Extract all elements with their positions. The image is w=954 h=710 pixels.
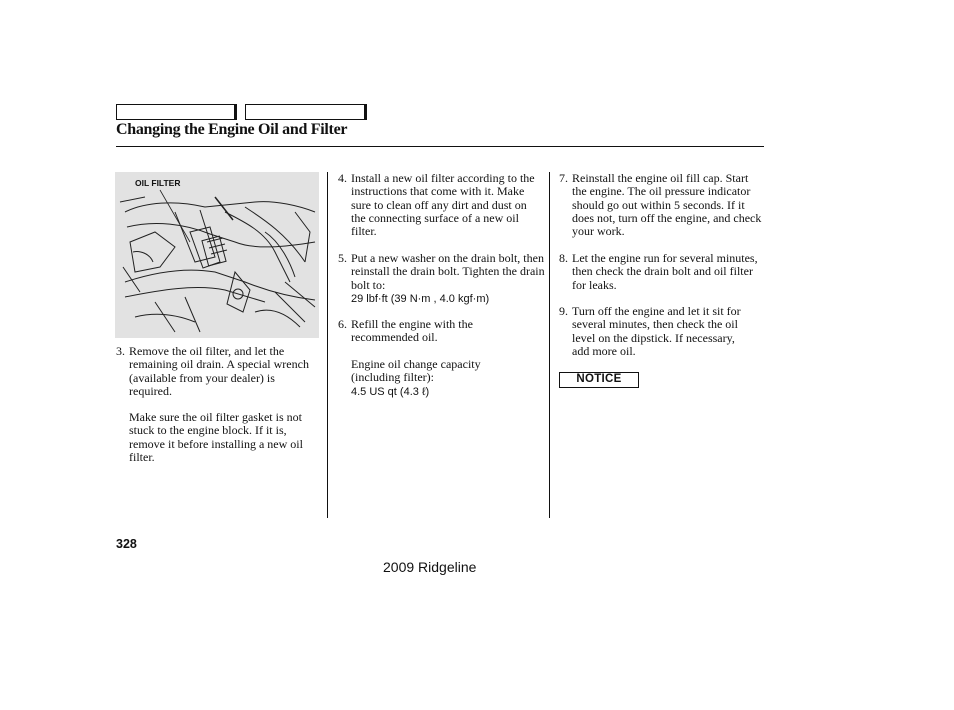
- step-number: 4.: [338, 171, 347, 185]
- column-divider: [327, 172, 328, 518]
- step-8: [559, 252, 764, 292]
- engine-drawing: [115, 172, 319, 338]
- step-3: [116, 345, 316, 398]
- step-6: [338, 318, 533, 345]
- notice-badge: NOTICE: [559, 372, 639, 388]
- oil-filter-illustration: [115, 172, 319, 338]
- footer-model: 2009 Ridgeline: [383, 559, 477, 575]
- step-text: Reinstall the engine oil fill cap. Start the engine. The oil pressure indicator should go out within 5 seconds. If it does not, turn off the engine, and check your work.: [572, 171, 762, 239]
- torque-spec: 29 lbf·ft (39 N·m , 4.0 kgf·m): [351, 292, 490, 305]
- step-text: Remove the oil filter, and let the remaining oil drain. A special wrench (available from your dealer) is required.: [129, 344, 309, 398]
- step-5: [338, 252, 546, 306]
- column-divider: [549, 172, 550, 518]
- step-number: 8.: [559, 251, 568, 265]
- step-number: 5.: [338, 251, 347, 265]
- page-number: 328: [116, 537, 137, 551]
- step-number: 9.: [559, 304, 568, 318]
- capacity-note: [351, 358, 521, 399]
- step-text: Refill the engine with the recommended oil.: [351, 317, 473, 345]
- step-7: [559, 172, 764, 238]
- step-4: [338, 172, 543, 238]
- step-text: Let the engine run for several minutes, then check the drain bolt and oil filter for leaks.: [572, 251, 758, 292]
- step-number: 6.: [338, 317, 347, 331]
- title-rule: [116, 146, 764, 147]
- step-text: Install a new oil filter according to the instructions that come with it. Make sure to clean off any dirt and dust on the connecting surface of a new oil filter.: [351, 171, 535, 239]
- step-text: Put a new washer on the drain bolt, then reinstall the drain bolt. Tighten the drain bolt to:: [351, 251, 545, 292]
- header-tab-box: [245, 104, 367, 120]
- step-number: 7.: [559, 171, 568, 185]
- step-text: Turn off the engine and let it sit for several minutes, then check the oil level on the dipstick. If necessary, add more oil.: [572, 304, 741, 358]
- gasket-note: Make sure the oil filter gasket is not stuck to the engine block. If it is, remove it before installing a new oil filter.: [129, 410, 303, 464]
- figure-label: OIL FILTER: [135, 178, 181, 188]
- capacity-label: Engine oil change capacity (including filter):: [351, 357, 481, 385]
- capacity-value: 4.5 US qt (4.3 ℓ): [351, 385, 430, 398]
- header-tab-box: [116, 104, 237, 120]
- step-9: [559, 305, 754, 358]
- page-title: Changing the Engine Oil and Filter: [116, 121, 348, 138]
- step-number: 3.: [116, 344, 125, 358]
